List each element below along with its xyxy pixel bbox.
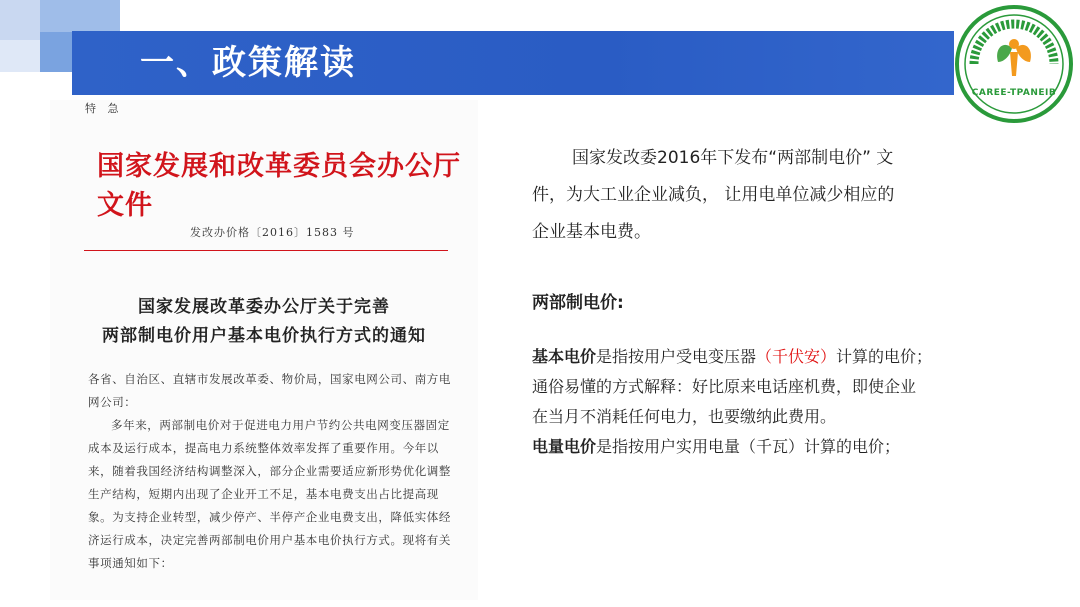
- document-scan: [50, 100, 478, 600]
- document-title-line: 两部制电价用户基本电价执行方式的通知: [102, 326, 426, 346]
- explanation-line: 通俗易懂的方式解释：好比原来电话座机费，即使企业: [532, 377, 917, 396]
- explanation-line: 在当月不消耗任何电力，也要缴纳此费用。: [532, 407, 837, 426]
- energy-price-term: 电量电价: [532, 437, 597, 456]
- document-paragraph: 多年来，两部制电价对于促进电力用户节约公共电网变压器固定成本及运行成本，提高电力系统整体效率发挥了重要作用。今年以来，随着我国经济结构调整深入，部分企业需要适应新形势优化调整生产结构，短期内出现了企业开工不足，基本电费支出占比提高现象。为支持企业转型，减少停产、半停产企业电费支出，降低实体经济运行成本，决定完善两部制电价用户基本电价执行方式。现将有关事项通知如下：: [88, 418, 451, 570]
- logo-text: CAREE-TPANEIB: [971, 88, 1057, 98]
- decor-square: [0, 40, 40, 72]
- document-number: 发改办价格〔2016〕1583 号: [190, 226, 355, 239]
- association-logo: [954, 4, 1074, 124]
- section-heading: 两部制电价:: [532, 293, 624, 313]
- document-addressees: 各省、自治区、直辖市发展改革委、物价局，国家电网公司、南方电网公司：: [88, 372, 451, 409]
- decor-square: [40, 0, 120, 32]
- energy-price-definition: 电量电价是指按用户实用电量（千瓦）计算的电价；: [532, 437, 901, 456]
- intro-line: 件，为大工业企业减负， 让用电单位减少相应的: [532, 185, 895, 205]
- intro-line: 企业基本电费。: [532, 222, 651, 242]
- definitions: [532, 342, 982, 462]
- basic-price-term: 基本电价: [532, 347, 597, 366]
- document-body: [88, 368, 458, 575]
- urgent-label: 特 急: [85, 102, 123, 115]
- document-header: 国家发展和改革委员会办公厅文件: [97, 151, 461, 221]
- basic-price-definition: 基本电价是指按用户受电变压器（千伏安）计算的电价；: [532, 347, 933, 366]
- logo-emblem-icon: [954, 4, 1074, 124]
- slide-title: 一、政策解读: [140, 43, 356, 83]
- unit-highlight: （千伏安）: [756, 347, 837, 366]
- document-title-line: 国家发展改革委办公厅关于完善: [138, 297, 390, 317]
- decor-square: [0, 0, 40, 40]
- intro-paragraph: [532, 140, 972, 251]
- intro-line: 国家发改委2016年下发布“两部制电价” 文: [572, 148, 894, 168]
- red-divider: [84, 250, 448, 251]
